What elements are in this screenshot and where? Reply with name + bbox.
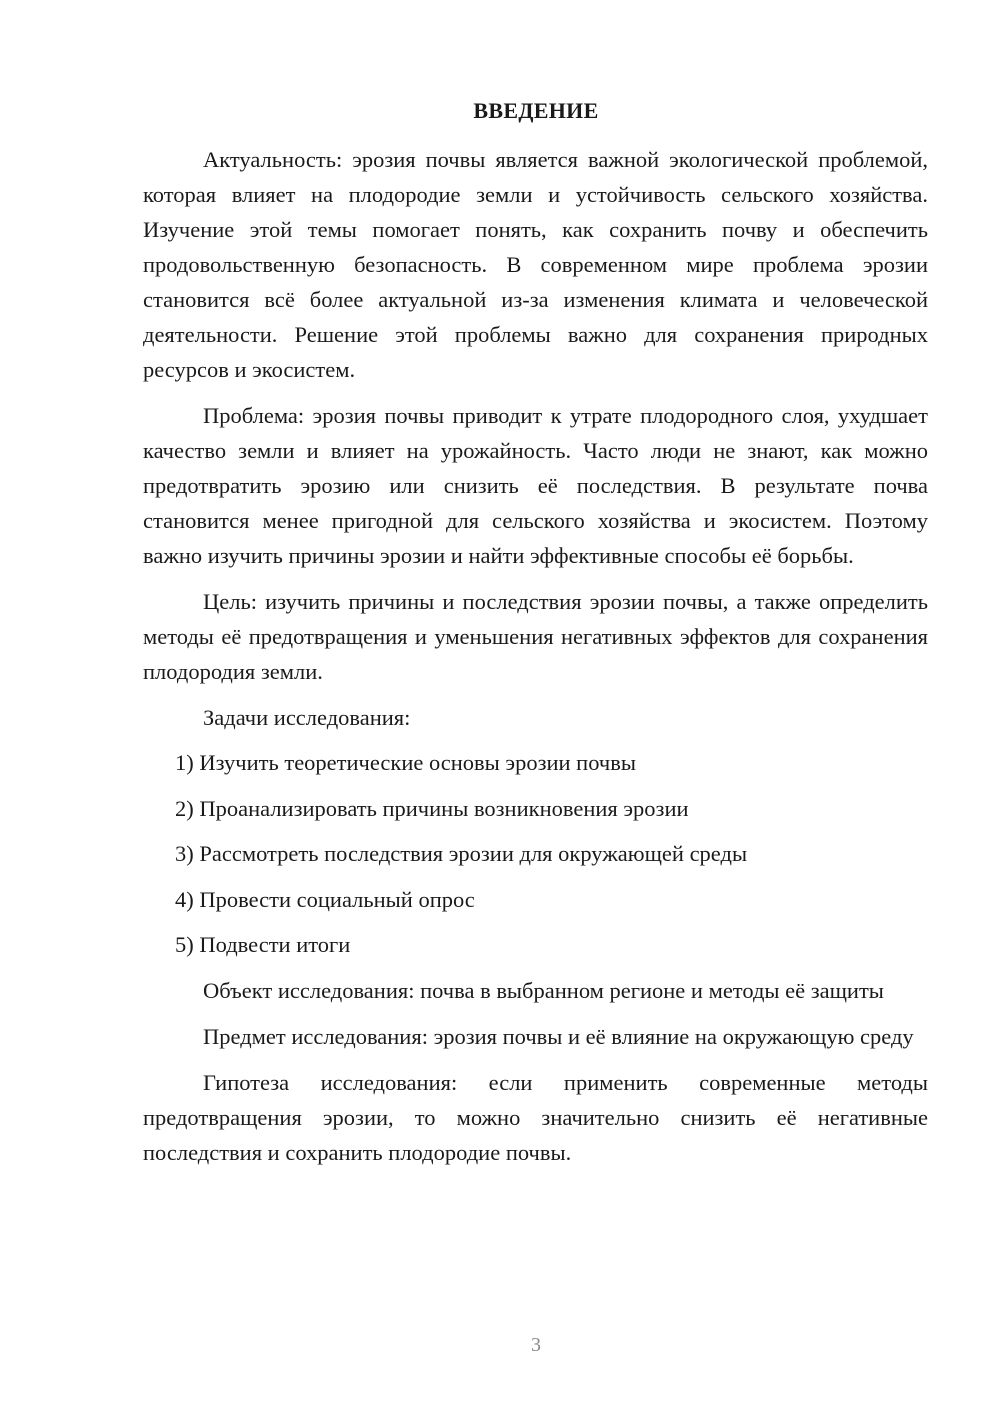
page-number: 3 <box>531 1334 541 1356</box>
goal-paragraph: Цель: изучить причины и последствия эрозии почвы, а также определить методы её предотвращения и уменьшения негативных эффектов для сохранения плодородия земли. <box>143 589 928 684</box>
task-item-3: 3) Рассмотреть последствия эрозии для окружающей среды <box>175 841 748 866</box>
task-item-4: 4) Провести социальный опрос <box>175 886 475 912</box>
subject-paragraph: Предмет исследования: эрозия почвы и её влияние на окружающую среду <box>203 1023 914 1049</box>
tasks-list <box>143 745 928 962</box>
task-item-5: 5) Подвести итоги <box>175 932 351 957</box>
task-item-2: 2) Проанализировать причины возникновения эрозии <box>175 795 689 821</box>
tasks-heading: Задачи исследования: <box>203 705 411 730</box>
task-item-1: 1) Изучить теоретические основы эрозии почвы <box>175 750 636 775</box>
problem-paragraph: Проблема: эрозия почвы приводит к утрате плодородного слоя, ухудшает качество земли и влияет на урожайность. Часто люди не знают, как можно предотвратить эрозию или снизить её последствия. В результате почва становится менее пригодной для сельского хозяйства и экосистем. Поэтому важно изучить причины эрозии и найти эффективные способы её борьбы. <box>143 403 928 568</box>
document-body <box>143 142 928 1181</box>
object-paragraph: Объект исследования: почва в выбранном регионе и методы её защиты <box>203 977 884 1003</box>
relevance-paragraph: Актуальность: эрозия почвы является важной экологической проблемой, которая влияет на плодородие земли и устойчивость сельского хозяйства. Изучение этой темы помогает понять, как сохранить почву и обеспечить продовольственную безопасность. В современном мире проблема эрозии становится всё более актуальной из-за изменения климата и человеческой деятельности. Решение этой проблемы важно для сохранения природных ресурсов и экосистем. <box>143 147 928 382</box>
page-title: ВВЕДЕНИЕ <box>473 98 599 123</box>
hypothesis-paragraph: Гипотеза исследования: если применить современные методы предотвращения эрозии, то можно значительно снизить её негативные последствия и сохранить плодородие почвы. <box>143 1069 928 1165</box>
